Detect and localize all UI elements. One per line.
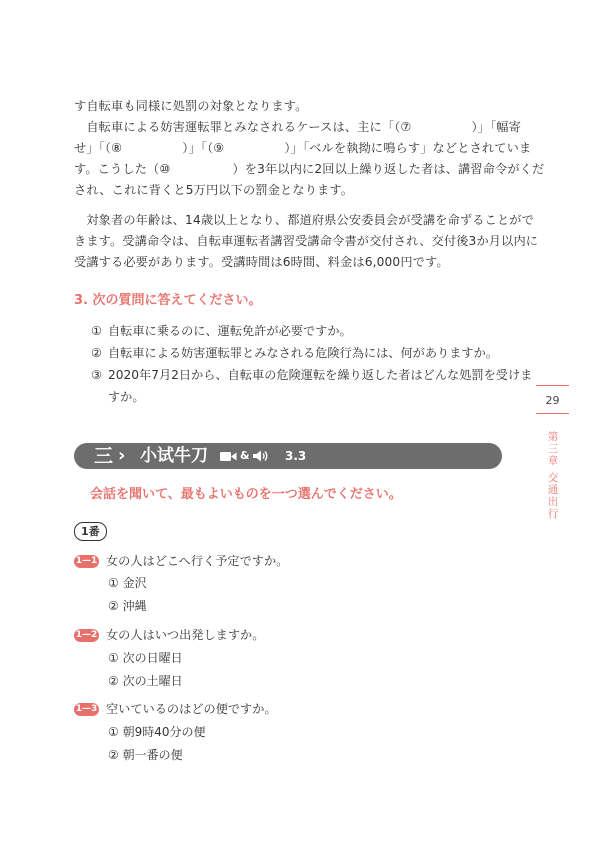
section-number: 三 [94,445,114,467]
question-number: ③ [91,368,102,382]
body-line: す自転車も同様に処罰の対象となります。 [74,99,308,113]
body-line-text: ）」「幅寄 [471,120,521,134]
answer-option[interactable]: ② 次の土曜日 [108,674,183,688]
body-line-text: せ」「（⑧ [74,141,123,155]
exercise-question: 女の人はどこへ行く予定ですか。 [106,554,289,568]
question-number: ① [91,324,102,338]
body-line-text: 自転車による妨害運転罪とみなされるケースは、主に「（⑦ [74,120,412,134]
section-banner [74,443,502,469]
body-line: され、これに背くと5万円以下の罰金となります。 [74,183,354,197]
answer-option[interactable]: ② 朝一番の便 [108,748,183,762]
question-number: ② [91,346,102,360]
body-line-text: ）」「（⑨ [182,141,225,155]
body-line-text: ）」「ベルを執拗に鳴らす」などとされていま [284,141,532,155]
answer-option[interactable]: ① 次の日曜日 [108,651,183,665]
question-item [91,343,498,364]
ampersand: & [240,449,250,462]
chapter-name: 第三章 [547,431,559,467]
chapter-label [547,431,559,520]
media-icons [220,450,269,462]
body-line-text: す。こうした（⑩ [74,162,171,176]
body-line [74,138,531,159]
exercise-question: 空いているのはどの便ですか。 [106,702,277,716]
speaker-icon [253,450,269,462]
answer-option[interactable]: ② 沖縄 [108,599,147,613]
question-badge: 1—1 [75,556,98,566]
body-line: 受講する必要があります。受講時間は6時間、料金は6,000円です。 [74,255,449,269]
question-badge: 1—3 [75,704,98,714]
body-line [74,159,544,180]
question-text: 2020年7月2日から、自転車の危険運転を繰り返した者はどんな処罰を受けま [108,368,533,382]
video-camera-icon [220,451,237,462]
answer-option[interactable]: ① 金沢 [108,576,147,590]
chevron-right-icon: › [118,445,126,466]
question-item [91,365,532,386]
question-text: 自転車による妨害運転罪とみなされる危険行為には、何がありますか。 [108,346,498,360]
sidebar-divider [536,413,569,414]
chapter-topic: 交通出行 [547,472,559,520]
question-item [91,321,352,342]
question-badge: 1—2 [75,630,98,640]
question-text: 自転車に乗るのに、運転免許が必要ですか。 [108,324,352,338]
body-line-text: ）を3年以内に2回以上繰り返した者は、講習命令がくだ [232,162,545,176]
body-line: 対象者の年齢は、14歳以上となり、都道府県公安委員会が受講を命ずることがで [74,213,534,227]
track-number: 3.3 [285,449,307,463]
body-line [74,117,521,138]
exercise-question: 女の人はいつ出発しますか。 [106,628,265,642]
answer-option[interactable]: ① 朝9時40分の便 [108,725,206,739]
section-title: 小试牛刀 [140,446,208,466]
body-line: きます。受講命令は、自転車運転者講習受講命令書が交付され、交付後3か月以内に [74,234,539,248]
question-text-continued: すか。 [108,390,145,404]
sidebar-divider [536,385,569,386]
page-number: 29 [545,394,560,407]
exercise-label: 1番 [74,522,107,541]
questions-heading: 3. 次の質問に答えてください。 [74,293,262,308]
instruction-text: 会話を聞いて、最もよいものを一つ選んでください。 [90,487,402,502]
